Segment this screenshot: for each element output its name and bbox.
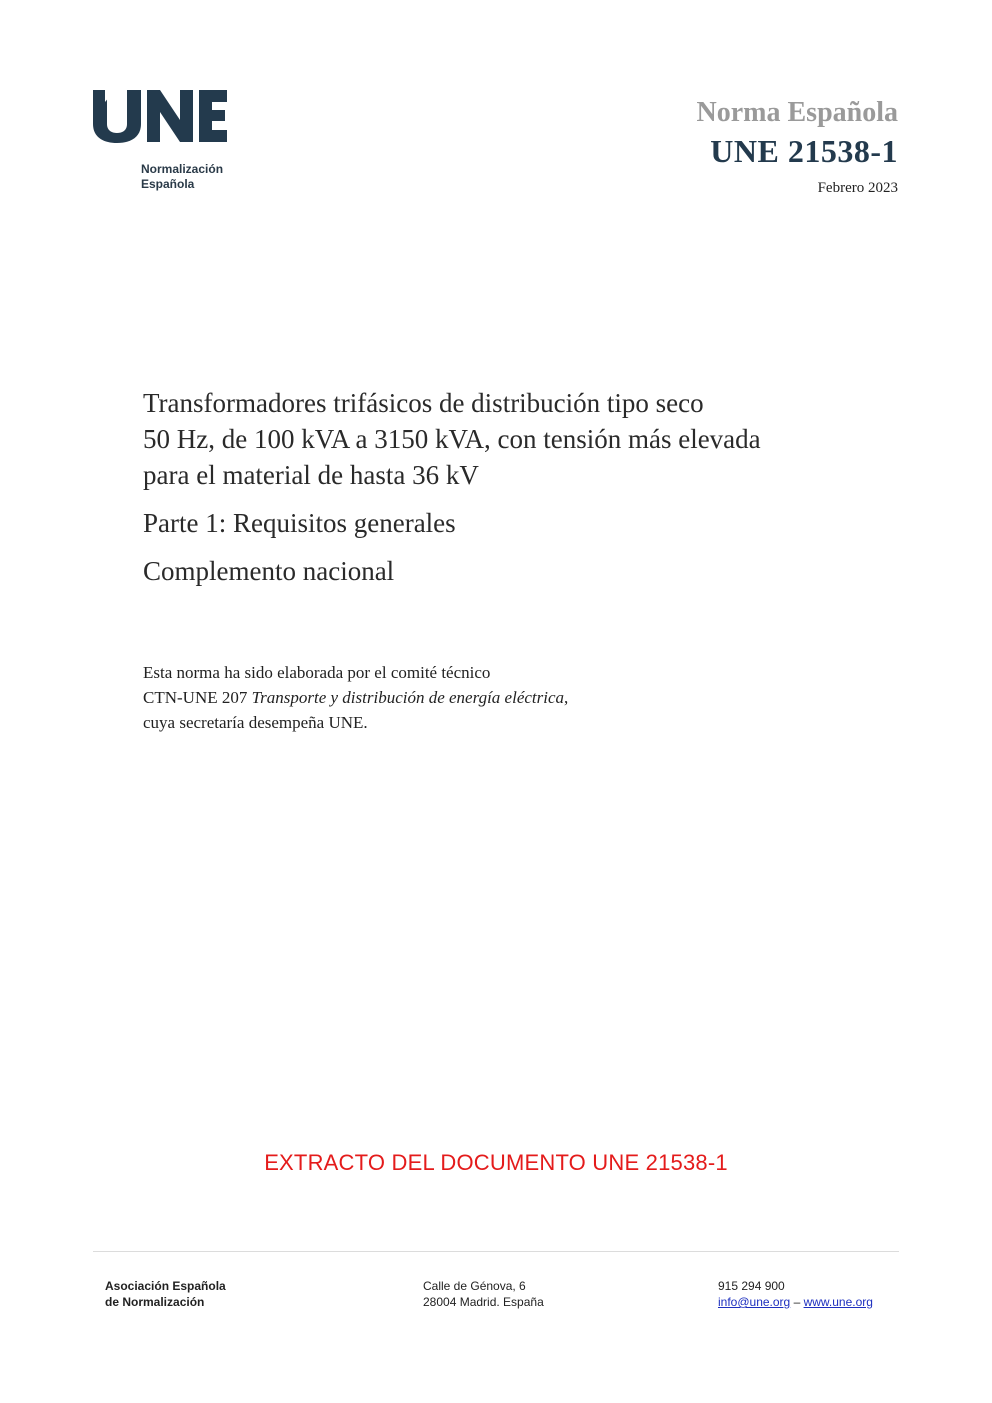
title-line: 50 Hz, de 100 kVA a 3150 kVA, con tensión más elevada <box>143 424 761 454</box>
footer-phone: 915 294 900 <box>718 1279 785 1293</box>
committee-line3: cuya secretaría desempeña UNE. <box>143 713 368 732</box>
committee-line1: Esta norma ha sido elaborada por el comité técnico <box>143 663 491 682</box>
publication-date: Febrero 2023 <box>817 180 898 196</box>
website-link[interactable]: www.une.org <box>803 1295 873 1309</box>
footer-address-line2: 28004 Madrid. España <box>423 1295 544 1309</box>
footer-contact <box>718 1278 873 1310</box>
logo-subtitle-line2: Española <box>141 177 195 191</box>
footer-org-line2: de Normalización <box>105 1295 205 1309</box>
footer-address <box>423 1278 544 1310</box>
footer-links <box>718 1294 873 1310</box>
committee-line2 <box>143 685 763 710</box>
standard-kind: Norma Española <box>696 97 898 128</box>
title-line: para el material de hasta 36 kV <box>143 460 479 490</box>
title-line: Transformadores trifásicos de distribución tipo seco <box>143 388 704 418</box>
part-title: Parte 1: Requisitos generales <box>143 508 456 538</box>
footer-organization <box>105 1278 226 1310</box>
email-link[interactable]: info@une.org <box>718 1295 791 1309</box>
committee-code: CTN-UNE 207 <box>143 688 252 707</box>
footer-link-separator: – <box>790 1295 804 1309</box>
document-title <box>143 385 903 589</box>
committee-statement <box>143 660 763 735</box>
une-logo <box>93 88 243 198</box>
une-logo-mark <box>93 88 229 144</box>
committee-name: Transporte y distribución de energía eléctrica <box>251 688 565 707</box>
document-header <box>697 96 898 197</box>
committee-comma: , <box>564 688 569 707</box>
footer-divider <box>93 1251 899 1252</box>
logo-subtitle-line1: Normalización <box>141 162 224 176</box>
supplement-title: Complemento nacional <box>143 556 395 586</box>
footer-address-line1: Calle de Génova, 6 <box>423 1279 526 1293</box>
standard-code: UNE 21538-1 <box>710 133 898 169</box>
extract-notice: EXTRACTO DEL DOCUMENTO UNE 21538-1 <box>264 1150 728 1175</box>
footer-org-line1: Asociación Española <box>105 1279 226 1293</box>
logo-subtitle <box>141 162 223 192</box>
